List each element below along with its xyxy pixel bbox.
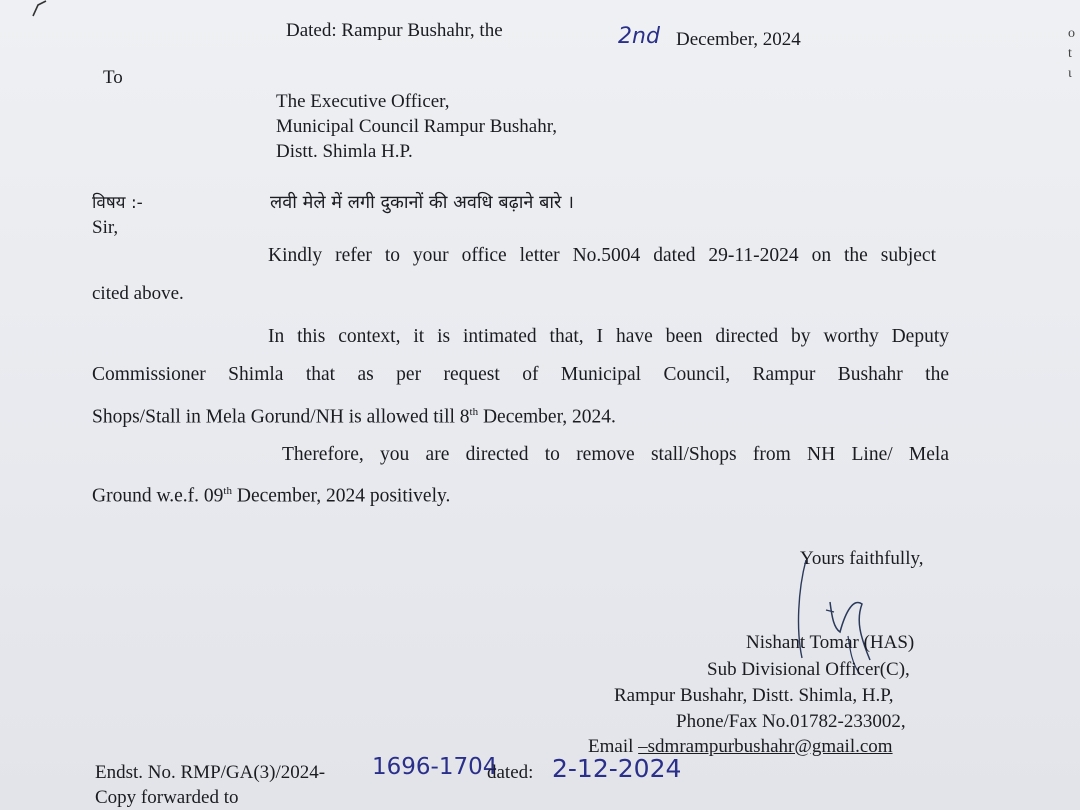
pen-mark-icon xyxy=(30,0,50,20)
paragraph-1-line-1: Kindly refer to your office letter No.5004 dated 29-11-2024 on the subject xyxy=(268,245,936,266)
signatory-address: Rampur Bushahr, Distt. Shimla, H.P, xyxy=(614,685,894,706)
dated-line: Dated: Rampur Bushahr, the xyxy=(286,20,503,41)
handwritten-endorsement-date: 2-12-2024 xyxy=(552,754,682,783)
signatory-designation: Sub Divisional Officer(C), xyxy=(707,659,910,680)
addressee-line-3: Distt. Shimla H.P. xyxy=(276,141,413,162)
handwritten-endorsement-number: 1696-1704 xyxy=(372,754,498,780)
email-link[interactable]: –sdmrampurbushahr@gmail.com xyxy=(638,736,893,757)
paragraph-2-line-1: In this context, it is intimated that, I have been directed by worthy Deputy xyxy=(268,326,949,347)
endorsement-dated-label: dated: xyxy=(487,762,534,783)
paragraph-2-line-2: Commissioner Shimla that as per request of Municipal Council, Rampur Bushahr the xyxy=(92,364,949,385)
signatory-phone: Phone/Fax No.01782-233002, xyxy=(676,711,906,732)
paragraph-2-line-3: Shops/Stall in Mela Gorund/NH is allowed till 8th December, 2024. xyxy=(92,406,616,428)
signatory-email-line: Email –sdmrampurbushahr@gmail.com xyxy=(588,736,893,757)
to-label: To xyxy=(103,67,123,88)
paragraph-1-line-2: cited above. xyxy=(92,283,184,304)
handwritten-day: 2nd xyxy=(618,24,660,49)
addressee-line-2: Municipal Council Rampur Bushahr, xyxy=(276,116,558,137)
subject-text: लवी मेले में लगी दुकानों की अवधि बढ़ाने बारे । xyxy=(270,192,574,213)
paragraph-3-line-2: Ground w.e.f. 09th December, 2024 positively. xyxy=(92,485,451,507)
cropped-edge-text: o t ι xyxy=(1068,26,1075,81)
signatory-name: Nishant Tomar (HAS) xyxy=(746,632,915,653)
addressee-line-1: The Executive Officer, xyxy=(276,91,450,112)
paragraph-3-line-1: Therefore, you are directed to remove stall/Shops from NH Line/ Mela xyxy=(282,444,949,465)
date-month-year: December, 2024 xyxy=(676,29,801,50)
copy-forwarded-to: Copy forwarded to xyxy=(95,787,239,808)
endorsement-number-label: Endst. No. RMP/GA(3)/2024- xyxy=(95,762,326,783)
salutation: Sir, xyxy=(92,217,119,238)
subject-label: विषय :- xyxy=(92,193,143,213)
yours-faithfully: Yours faithfully, xyxy=(800,548,924,569)
